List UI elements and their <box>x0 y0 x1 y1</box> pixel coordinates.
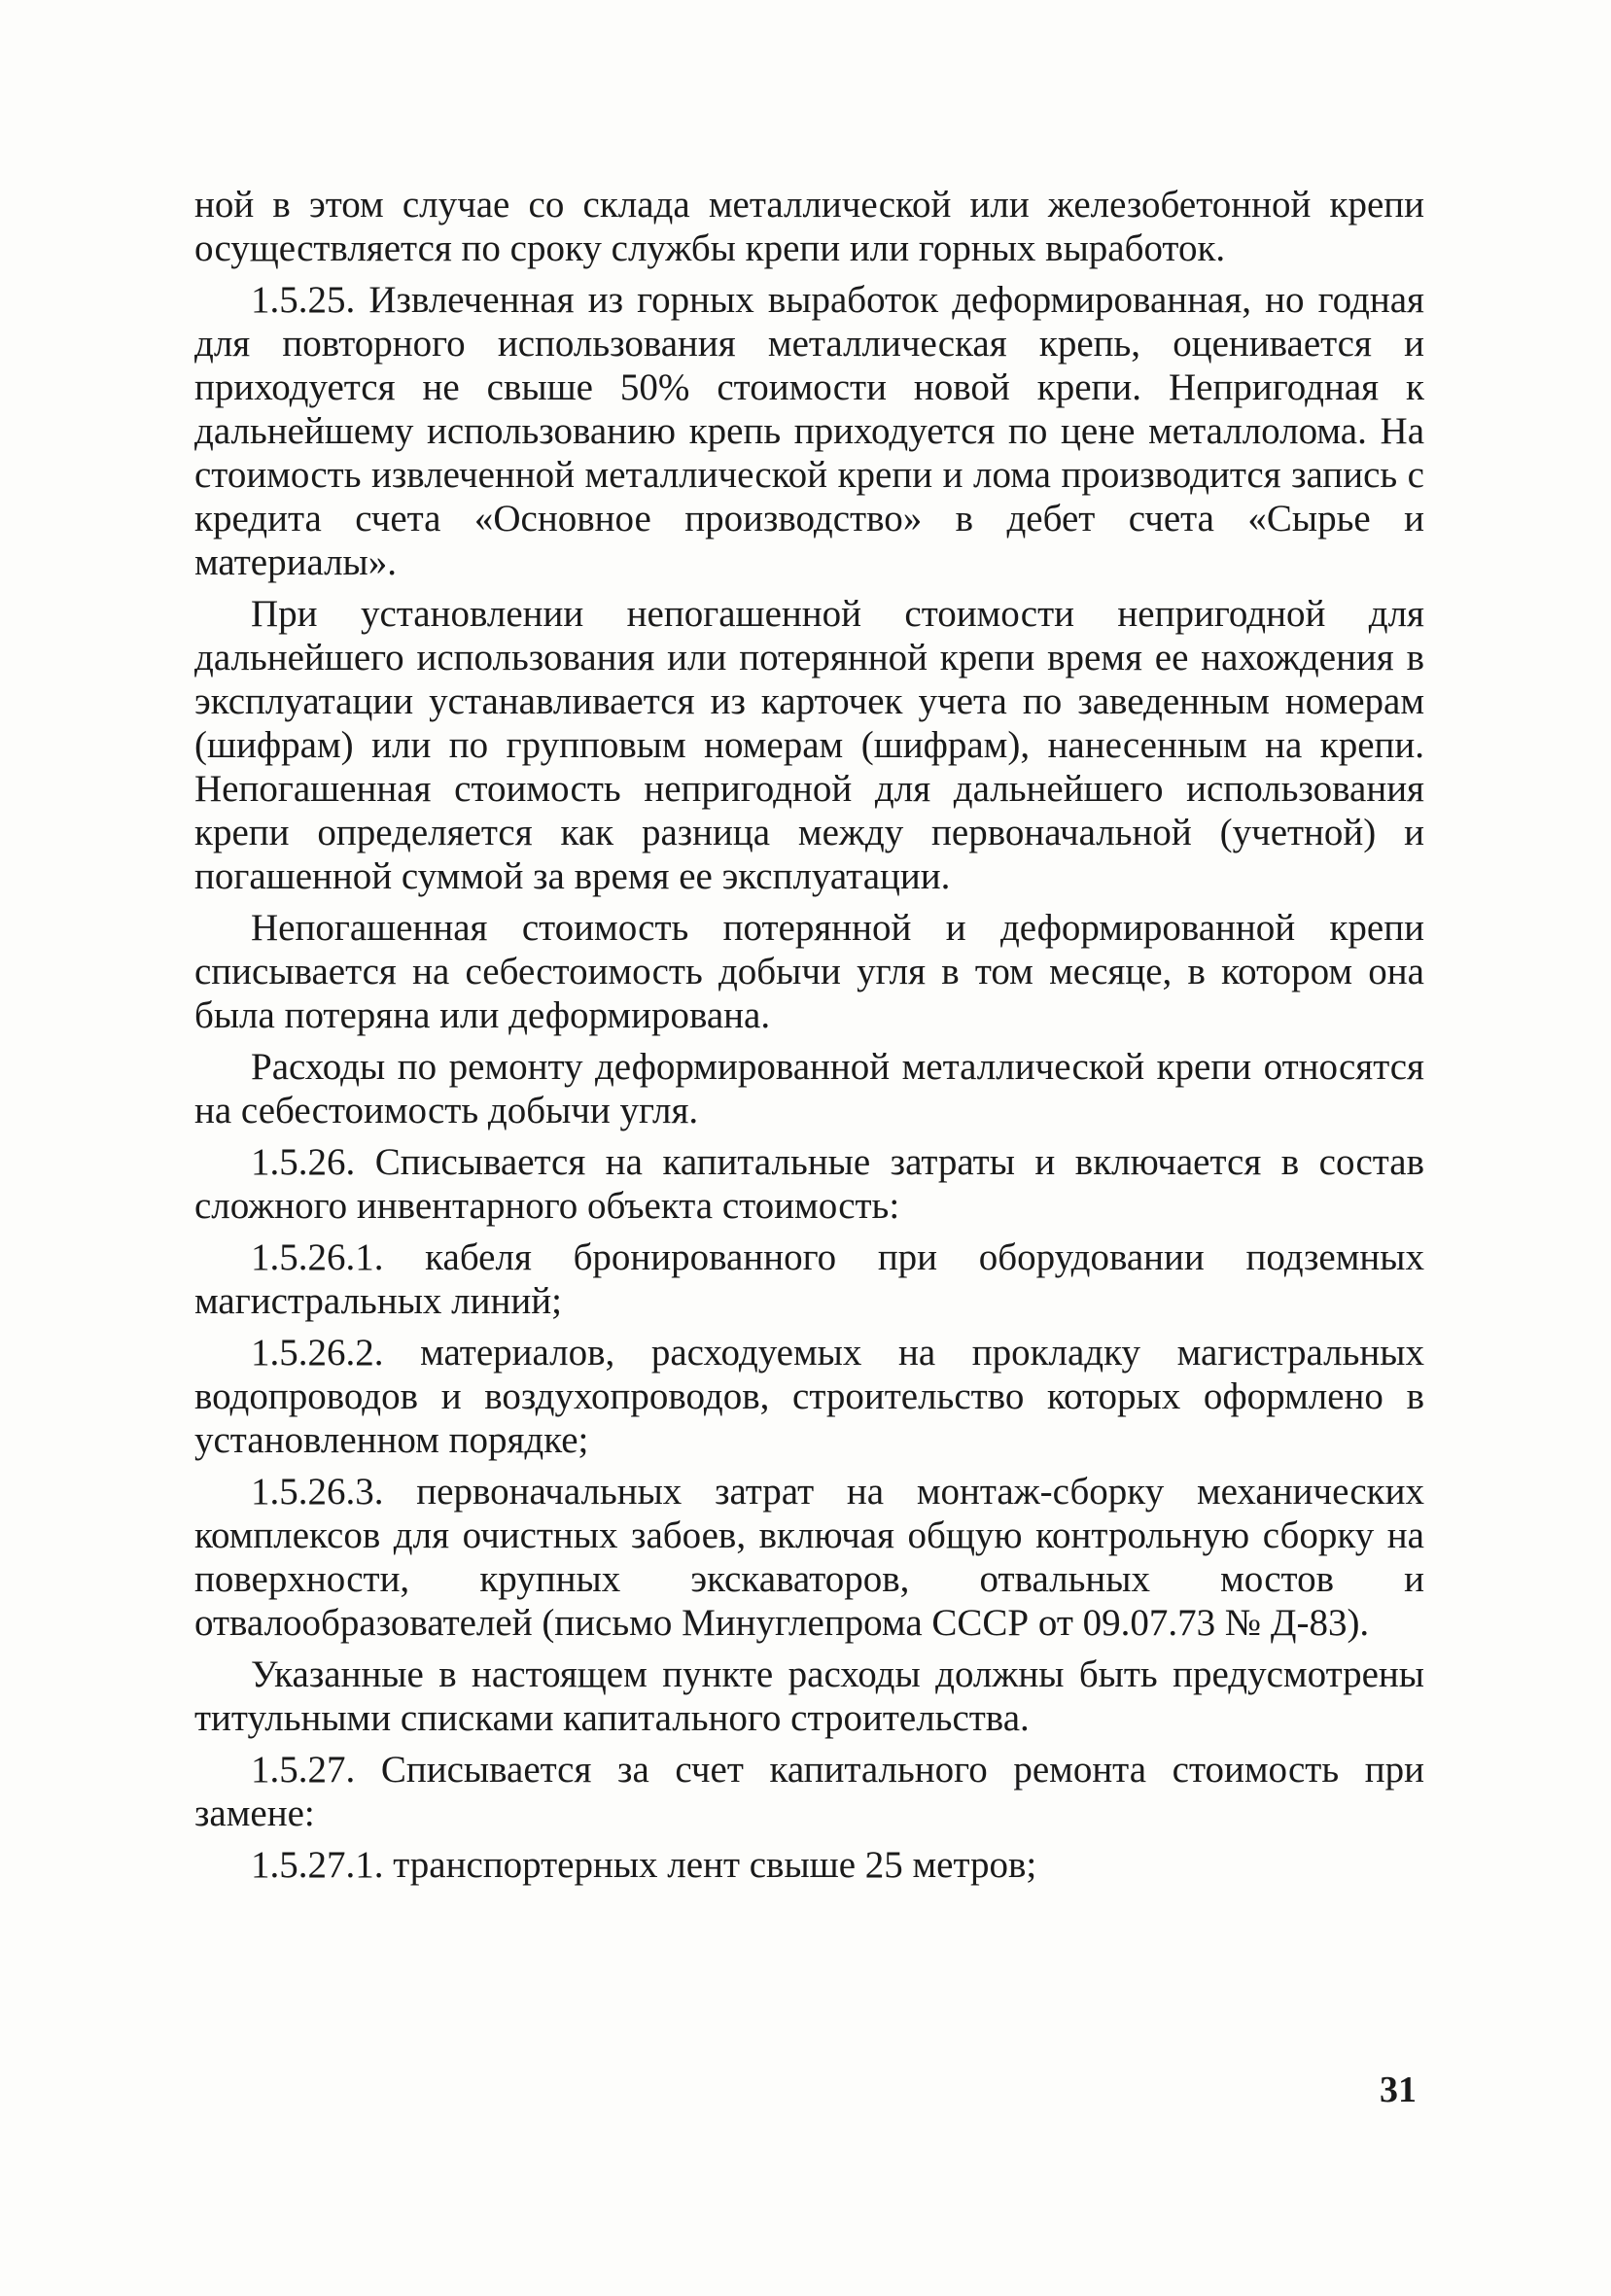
paragraph-write-off: Непогашенная стоимость потерянной и деформированной крепи списывается на себестоимость добычи угля в том месяце, в котором она была потеряна или деформирована. <box>194 907 1424 1036</box>
page-number: 31 <box>1380 2070 1417 2110</box>
paragraph-repair-costs: Расходы по ремонту деформированной металлической крепи относятся на себестоимость добычи угля. <box>194 1046 1424 1131</box>
body-text <box>194 183 1424 1895</box>
paragraph-unpaid-value: При установлении непогашенной стоимости непригодной для дальнейшего использования или потерянной крепи время ее нахождения в эксплуатации устанавливается из карточек учета по заведенным номерам (шифрам) или по групповым номерам (шифрам), нанесенным на крепи. Непогашенная стоимость непригодной для дальнейшего использования крепи определяется как разница между первоначальной (учетной) и погашенной суммой за время ее эксплуатации. <box>194 593 1424 897</box>
paragraph-continuation: ной в этом случае со склада металлической или железобетонной крепи осуществляется по сроку службы крепи или горных выработок. <box>194 184 1424 269</box>
paragraph-1-5-26-2: 1.5.26.2. материалов, расходуемых на прокладку магистральных водопроводов и воздухопроводов, строительство которых оформлено в установленном порядке; <box>194 1332 1424 1461</box>
paragraph-title-lists: Указанные в настоящем пункте расходы должны быть предусмотрены титульными списками капитального строительства. <box>194 1653 1424 1739</box>
paragraph-1-5-25: 1.5.25. Извлеченная из горных выработок деформированная, но годная для повторного использования металлическая крепь, оценивается и приходуется не свыше 50% стоимости новой крепи. Непригодная к дальнейшему использованию крепь приходуется по цене металлолома. На стоимость извлеченной металлической крепи и лома производится запись с кредита счета «Основное производство» в дебет счета «Сырье и материалы». <box>194 279 1424 583</box>
paragraph-1-5-26-1: 1.5.26.1. кабеля бронированного при оборудовании подземных магистральных линий; <box>194 1236 1424 1322</box>
paragraph-1-5-26-3: 1.5.26.3. первоначальных затрат на монтаж-сборку механических комплексов для очистных забоев, включая общую контрольную сборку на поверхности, крупных экскаваторов, отвальных мостов и отвалообразователей (письмо Минуглепрома СССР от 09.07.73 № Д-83). <box>194 1471 1424 1644</box>
paragraph-1-5-27-1: 1.5.27.1. транспортерных лент свыше 25 метров; <box>251 1844 1037 1886</box>
paragraph-1-5-27: 1.5.27. Списывается за счет капитального ремонта стоимость при замене: <box>194 1749 1424 1834</box>
paragraph-1-5-26: 1.5.26. Списывается на капитальные затраты и включается в состав сложного инвентарного объекта стоимость: <box>194 1141 1424 1227</box>
